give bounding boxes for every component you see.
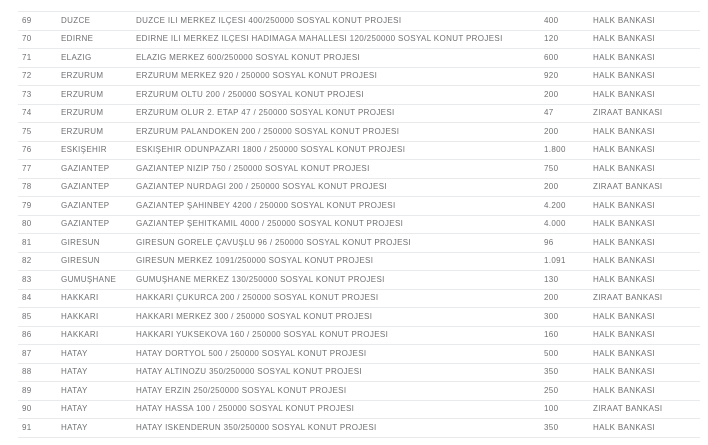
cell-bank: HALK BANKASI [593, 90, 656, 99]
cell-quantity: 4.000 [544, 220, 566, 229]
cell-bank: HALK BANKASI [593, 35, 656, 44]
table-row [18, 327, 700, 346]
cell-bank: ZİRAAT BANKASI [593, 183, 663, 192]
cell-project-name: ESKİŞEHİR ODUNPAZARI 1800 / 250000 SOSYAL KONUT PROJESİ [136, 146, 406, 155]
cell-row-number: 76 [22, 146, 32, 155]
cell-bank: HALK BANKASI [593, 386, 656, 395]
cell-row-number: 75 [22, 127, 32, 136]
cell-city: ERZURUM [61, 90, 104, 99]
cell-quantity: 200 [544, 90, 559, 99]
cell-city: ELAZIĞ [61, 53, 92, 62]
cell-quantity: 300 [544, 312, 559, 321]
cell-bank: ZİRAAT BANKASI [593, 109, 663, 118]
cell-project-name: HATAY İSKENDERUN 350/250000 SOSYAL KONUT PROJESİ [136, 423, 377, 432]
cell-project-name: GAZİANTEP ŞAHİNBEY 4200 / 250000 SOSYAL KONUT PROJESİ [136, 201, 396, 210]
cell-city: HATAY [61, 386, 88, 395]
cell-project-name: HAKKARİ ÇUKURCA 200 / 250000 SOSYAL KONUT PROJESİ [136, 294, 379, 303]
cell-city: DÜZCE [61, 16, 91, 25]
cell-row-number: 88 [22, 368, 32, 377]
cell-project-name: ERZURUM OLTU 200 / 250000 SOSYAL KONUT PROJESİ [136, 90, 364, 99]
cell-quantity: 1.800 [544, 146, 566, 155]
cell-city: HAKKARİ [61, 331, 99, 340]
table-row [18, 216, 700, 235]
cell-row-number: 70 [22, 35, 32, 44]
cell-bank: ZİRAAT BANKASI [593, 294, 663, 303]
table-row [18, 382, 700, 401]
cell-city: HATAY [61, 349, 88, 358]
cell-bank: HALK BANKASI [593, 146, 656, 155]
table-row [18, 419, 700, 438]
cell-city: HATAY [61, 423, 88, 432]
cell-project-name: HATAY ALTINÖZÜ 350/250000 SOSYAL KONUT PROJESİ [136, 368, 362, 377]
cell-city: GAZİANTEP [61, 220, 110, 229]
cell-row-number: 89 [22, 386, 32, 395]
cell-project-name: HATAY HASSA 100 / 250000 SOSYAL KONUT PROJESİ [136, 405, 355, 414]
cell-quantity: 120 [544, 35, 559, 44]
cell-row-number: 74 [22, 109, 32, 118]
cell-bank: HALK BANKASI [593, 72, 656, 81]
cell-project-name: ERZURUM MERKEZ 920 / 250000 SOSYAL KONUT PROJESİ [136, 72, 378, 81]
table-row [18, 345, 700, 364]
cell-project-name: GİRESUN GÖRELE ÇAVUŞLU 96 / 250000 SOSYAL KONUT PROJESİ [136, 238, 412, 247]
cell-row-number: 82 [22, 257, 32, 266]
cell-city: EDİRNE [61, 35, 94, 44]
cell-city: ERZURUM [61, 72, 104, 81]
cell-project-name: HAKKARİ MERKEZ 300 / 250000 SOSYAL KONUT PROJESİ [136, 312, 373, 321]
cell-city: GÜMÜŞHANE [61, 275, 117, 284]
cell-project-name: DÜZCE İLİ MERKEZ İLÇESİ 400/250000 SOSYAL KONUT PROJESİ [136, 16, 402, 25]
cell-bank: HALK BANKASI [593, 275, 656, 284]
cell-quantity: 350 [544, 368, 559, 377]
table-row [18, 49, 700, 68]
table-row [18, 401, 700, 420]
cell-city: HATAY [61, 368, 88, 377]
cell-quantity: 200 [544, 183, 559, 192]
cell-project-name: GİRESUN MERKEZ 1091/250000 SOSYAL KONUT PROJESİ [136, 257, 374, 266]
cell-bank: HALK BANKASI [593, 238, 656, 247]
cell-quantity: 750 [544, 164, 559, 173]
table-row [18, 160, 700, 179]
cell-bank: HALK BANKASI [593, 331, 656, 340]
cell-row-number: 87 [22, 349, 32, 358]
cell-bank: HALK BANKASI [593, 423, 656, 432]
cell-row-number: 86 [22, 331, 32, 340]
table-row [18, 105, 700, 124]
cell-quantity: 1.091 [544, 257, 566, 266]
table-row [18, 364, 700, 383]
cell-city: GAZİANTEP [61, 164, 110, 173]
cell-row-number: 78 [22, 183, 32, 192]
cell-row-number: 84 [22, 294, 32, 303]
cell-row-number: 73 [22, 90, 32, 99]
cell-bank: HALK BANKASI [593, 349, 656, 358]
cell-city: GİRESUN [61, 238, 100, 247]
cell-project-name: HAKKARİ YÜKSEKOVA 160 / 250000 SOSYAL KONUT PROJESİ [136, 331, 389, 340]
table-row [18, 290, 700, 309]
cell-quantity: 160 [544, 331, 559, 340]
table-row [18, 271, 700, 290]
table-row [18, 142, 700, 161]
cell-row-number: 85 [22, 312, 32, 321]
cell-bank: HALK BANKASI [593, 164, 656, 173]
cell-project-name: HATAY ERZİN 250/250000 SOSYAL KONUT PROJESİ [136, 386, 347, 395]
cell-quantity: 200 [544, 294, 559, 303]
cell-bank: HALK BANKASI [593, 16, 656, 25]
cell-bank: HALK BANKASI [593, 368, 656, 377]
cell-quantity: 920 [544, 72, 559, 81]
cell-row-number: 72 [22, 72, 32, 81]
cell-row-number: 80 [22, 220, 32, 229]
cell-project-name: GAZİANTEP NİZİP 750 / 250000 SOSYAL KONUT PROJESİ [136, 164, 370, 173]
cell-city: HAKKARİ [61, 312, 99, 321]
cell-row-number: 69 [22, 16, 32, 25]
cell-quantity: 400 [544, 16, 559, 25]
cell-quantity: 100 [544, 405, 559, 414]
cell-bank: HALK BANKASI [593, 201, 656, 210]
cell-quantity: 47 [544, 109, 554, 118]
cell-bank: HALK BANKASI [593, 312, 656, 321]
cell-project-name: ERZURUM OLUR 2. ETAP 47 / 250000 SOSYAL KONUT PROJESİ [136, 109, 395, 118]
cell-quantity: 130 [544, 275, 559, 284]
table-row [18, 123, 700, 142]
table-row [18, 31, 700, 50]
cell-bank: HALK BANKASI [593, 220, 656, 229]
cell-city: GAZİANTEP [61, 183, 110, 192]
cell-row-number: 79 [22, 201, 32, 210]
cell-project-name: EDİRNE İLİ MERKEZ İLÇESİ HADIMAĞA MAHALLESİ 120/250000 SOSYAL KONUT PROJESİ [136, 35, 503, 44]
cell-city: ERZURUM [61, 127, 104, 136]
cell-quantity: 250 [544, 386, 559, 395]
cell-city: GİRESUN [61, 257, 100, 266]
cell-quantity: 350 [544, 423, 559, 432]
table-row [18, 86, 700, 105]
cell-quantity: 600 [544, 53, 559, 62]
cell-project-name: GAZİANTEP NURDAĞI 200 / 250000 SOSYAL KONUT PROJESİ [136, 183, 387, 192]
cell-bank: HALK BANKASI [593, 53, 656, 62]
cell-project-name: ELAZIĞ MERKEZ 600/250000 SOSYAL KONUT PROJESİ [136, 53, 361, 62]
cell-project-name: GAZİANTEP ŞEHİTKAMİL 4000 / 250000 SOSYAL KONUT PROJESİ [136, 220, 404, 229]
cell-project-name: ERZURUM PALANDÖKEN 200 / 250000 SOSYAL KONUT PROJESİ [136, 127, 400, 136]
cell-city: ESKİŞEHİR [61, 146, 107, 155]
table-row [18, 234, 700, 253]
cell-city: GAZİANTEP [61, 201, 110, 210]
table-row [18, 253, 700, 272]
housing-projects-table [18, 11, 700, 438]
table-row [18, 68, 700, 87]
table-row [18, 197, 700, 216]
table-row [18, 308, 700, 327]
cell-bank: HALK BANKASI [593, 127, 656, 136]
cell-row-number: 90 [22, 405, 32, 414]
cell-city: ERZURUM [61, 109, 104, 118]
cell-bank: HALK BANKASI [593, 257, 656, 266]
cell-city: HAKKARİ [61, 294, 99, 303]
table-row [18, 11, 700, 31]
cell-row-number: 77 [22, 164, 32, 173]
table-row [18, 179, 700, 198]
cell-row-number: 91 [22, 423, 32, 432]
cell-row-number: 81 [22, 238, 32, 247]
cell-quantity: 4.200 [544, 201, 566, 210]
cell-quantity: 200 [544, 127, 559, 136]
cell-bank: ZİRAAT BANKASI [593, 405, 663, 414]
cell-city: HATAY [61, 405, 88, 414]
cell-project-name: HATAY DÖRTYOL 500 / 250000 SOSYAL KONUT PROJESİ [136, 349, 367, 358]
cell-quantity: 96 [544, 238, 554, 247]
cell-row-number: 71 [22, 53, 32, 62]
cell-quantity: 500 [544, 349, 559, 358]
cell-project-name: GÜMÜŞHANE MERKEZ 130/250000 SOSYAL KONUT PROJESİ [136, 275, 385, 284]
cell-row-number: 83 [22, 275, 32, 284]
